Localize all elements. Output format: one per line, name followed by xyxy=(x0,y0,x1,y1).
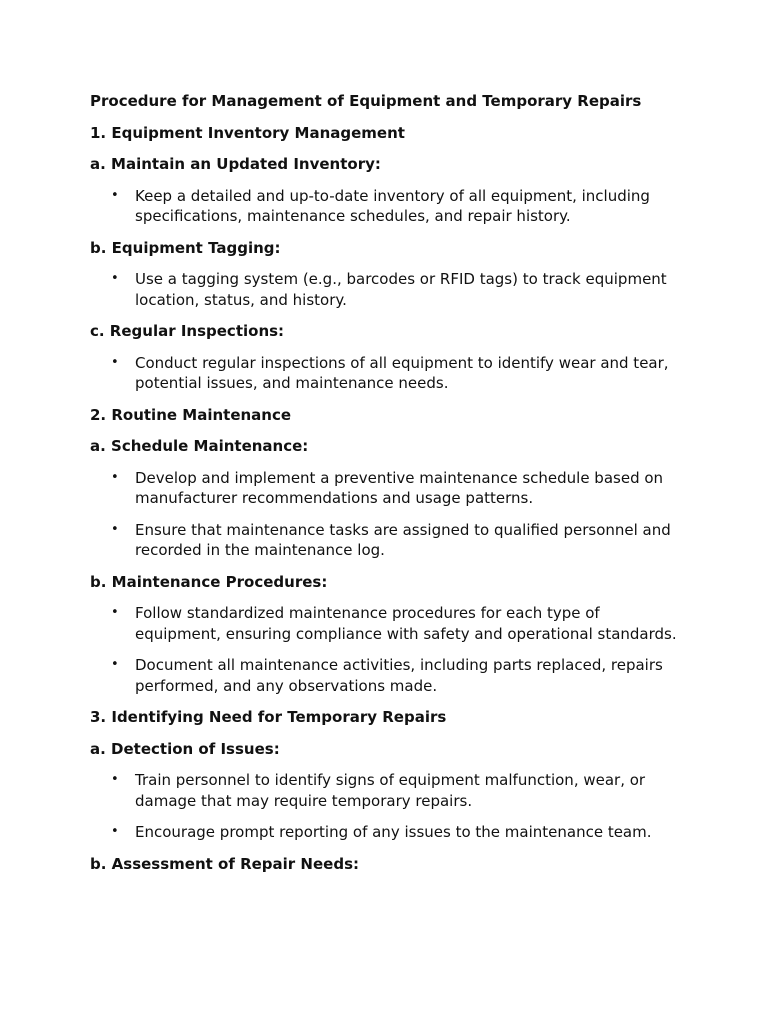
list-item-text: Conduct regular inspections of all equipment to identify wear and tear, potential issues, and maintenance needs. xyxy=(135,353,669,392)
list-item xyxy=(90,520,690,561)
bullet-icon: • xyxy=(111,469,119,485)
bullet-icon: • xyxy=(111,354,119,370)
subsection xyxy=(90,572,690,697)
list-item-text: Keep a detailed and up-to-date inventory of all equipment, including specifications, maintenance schedules, and repair history. xyxy=(135,186,650,225)
list-item xyxy=(90,655,690,696)
bullet-icon: • xyxy=(111,657,119,672)
bullet-icon: • xyxy=(111,605,119,620)
subsection xyxy=(90,739,690,843)
bullet-list xyxy=(90,269,690,310)
subsection-title: b. Assessment of Repair Needs: xyxy=(90,854,359,873)
subsection xyxy=(90,854,690,875)
document-title: Procedure for Management of Equipment and Temporary Repairs xyxy=(90,92,642,110)
subsection-title: a. Maintain an Updated Inventory: xyxy=(90,155,381,173)
subsection-title: a. Schedule Maintenance: xyxy=(90,437,309,455)
document-page xyxy=(90,91,690,885)
list-item-text: Use a tagging system (e.g., barcodes or RFID tags) to track equipment location, status, and history. xyxy=(135,270,667,309)
subsection xyxy=(90,154,690,227)
list-item xyxy=(90,770,690,811)
bullet-icon: • xyxy=(111,271,119,286)
bullet-list xyxy=(90,186,690,227)
subsection-title: b. Maintenance Procedures: xyxy=(90,572,328,591)
subsection-title: a. Detection of Issues: xyxy=(90,739,280,758)
section-title: 2. Routine Maintenance xyxy=(90,405,292,424)
section-title: 1. Equipment Inventory Management xyxy=(90,123,405,142)
list-item xyxy=(90,186,690,227)
bullet-list xyxy=(90,603,690,696)
section-title: 3. Identifying Need for Temporary Repairs xyxy=(90,708,447,726)
list-item xyxy=(90,822,690,843)
list-item xyxy=(90,269,690,310)
bullet-list xyxy=(90,353,690,394)
list-item-text: Train personnel to identify signs of equipment malfunction, wear, or damage that may require temporary repairs. xyxy=(135,771,646,810)
subsection xyxy=(90,321,690,394)
list-item-text: Develop and implement a preventive maintenance schedule based on manufacturer recommendations and usage patterns. xyxy=(135,468,664,507)
list-item-text: Follow standardized maintenance procedures for each type of equipment, ensuring compliance with safety and operational standards. xyxy=(135,604,677,643)
list-item xyxy=(90,603,690,644)
list-item xyxy=(90,353,690,394)
bullet-icon: • xyxy=(111,824,119,839)
bullet-icon: • xyxy=(111,772,119,787)
subsection-title: c. Regular Inspections: xyxy=(90,322,285,340)
bullet-list xyxy=(90,468,690,561)
bullet-icon: • xyxy=(111,187,119,203)
section xyxy=(90,405,690,697)
bullet-icon: • xyxy=(111,521,119,537)
subsection xyxy=(90,238,690,311)
document-body xyxy=(90,123,690,875)
list-item-text: Ensure that maintenance tasks are assigned to qualified personnel and recorded in the maintenance log. xyxy=(135,520,671,559)
list-item-text: Encourage prompt reporting of any issues to the maintenance team. xyxy=(135,823,652,841)
subsection-title: b. Equipment Tagging: xyxy=(90,238,281,257)
list-item xyxy=(90,468,690,509)
section xyxy=(90,123,690,394)
list-item-text: Document all maintenance activities, including parts replaced, repairs performed, and any observations made. xyxy=(135,656,663,695)
subsection xyxy=(90,436,690,561)
bullet-list xyxy=(90,770,690,843)
section xyxy=(90,707,690,874)
